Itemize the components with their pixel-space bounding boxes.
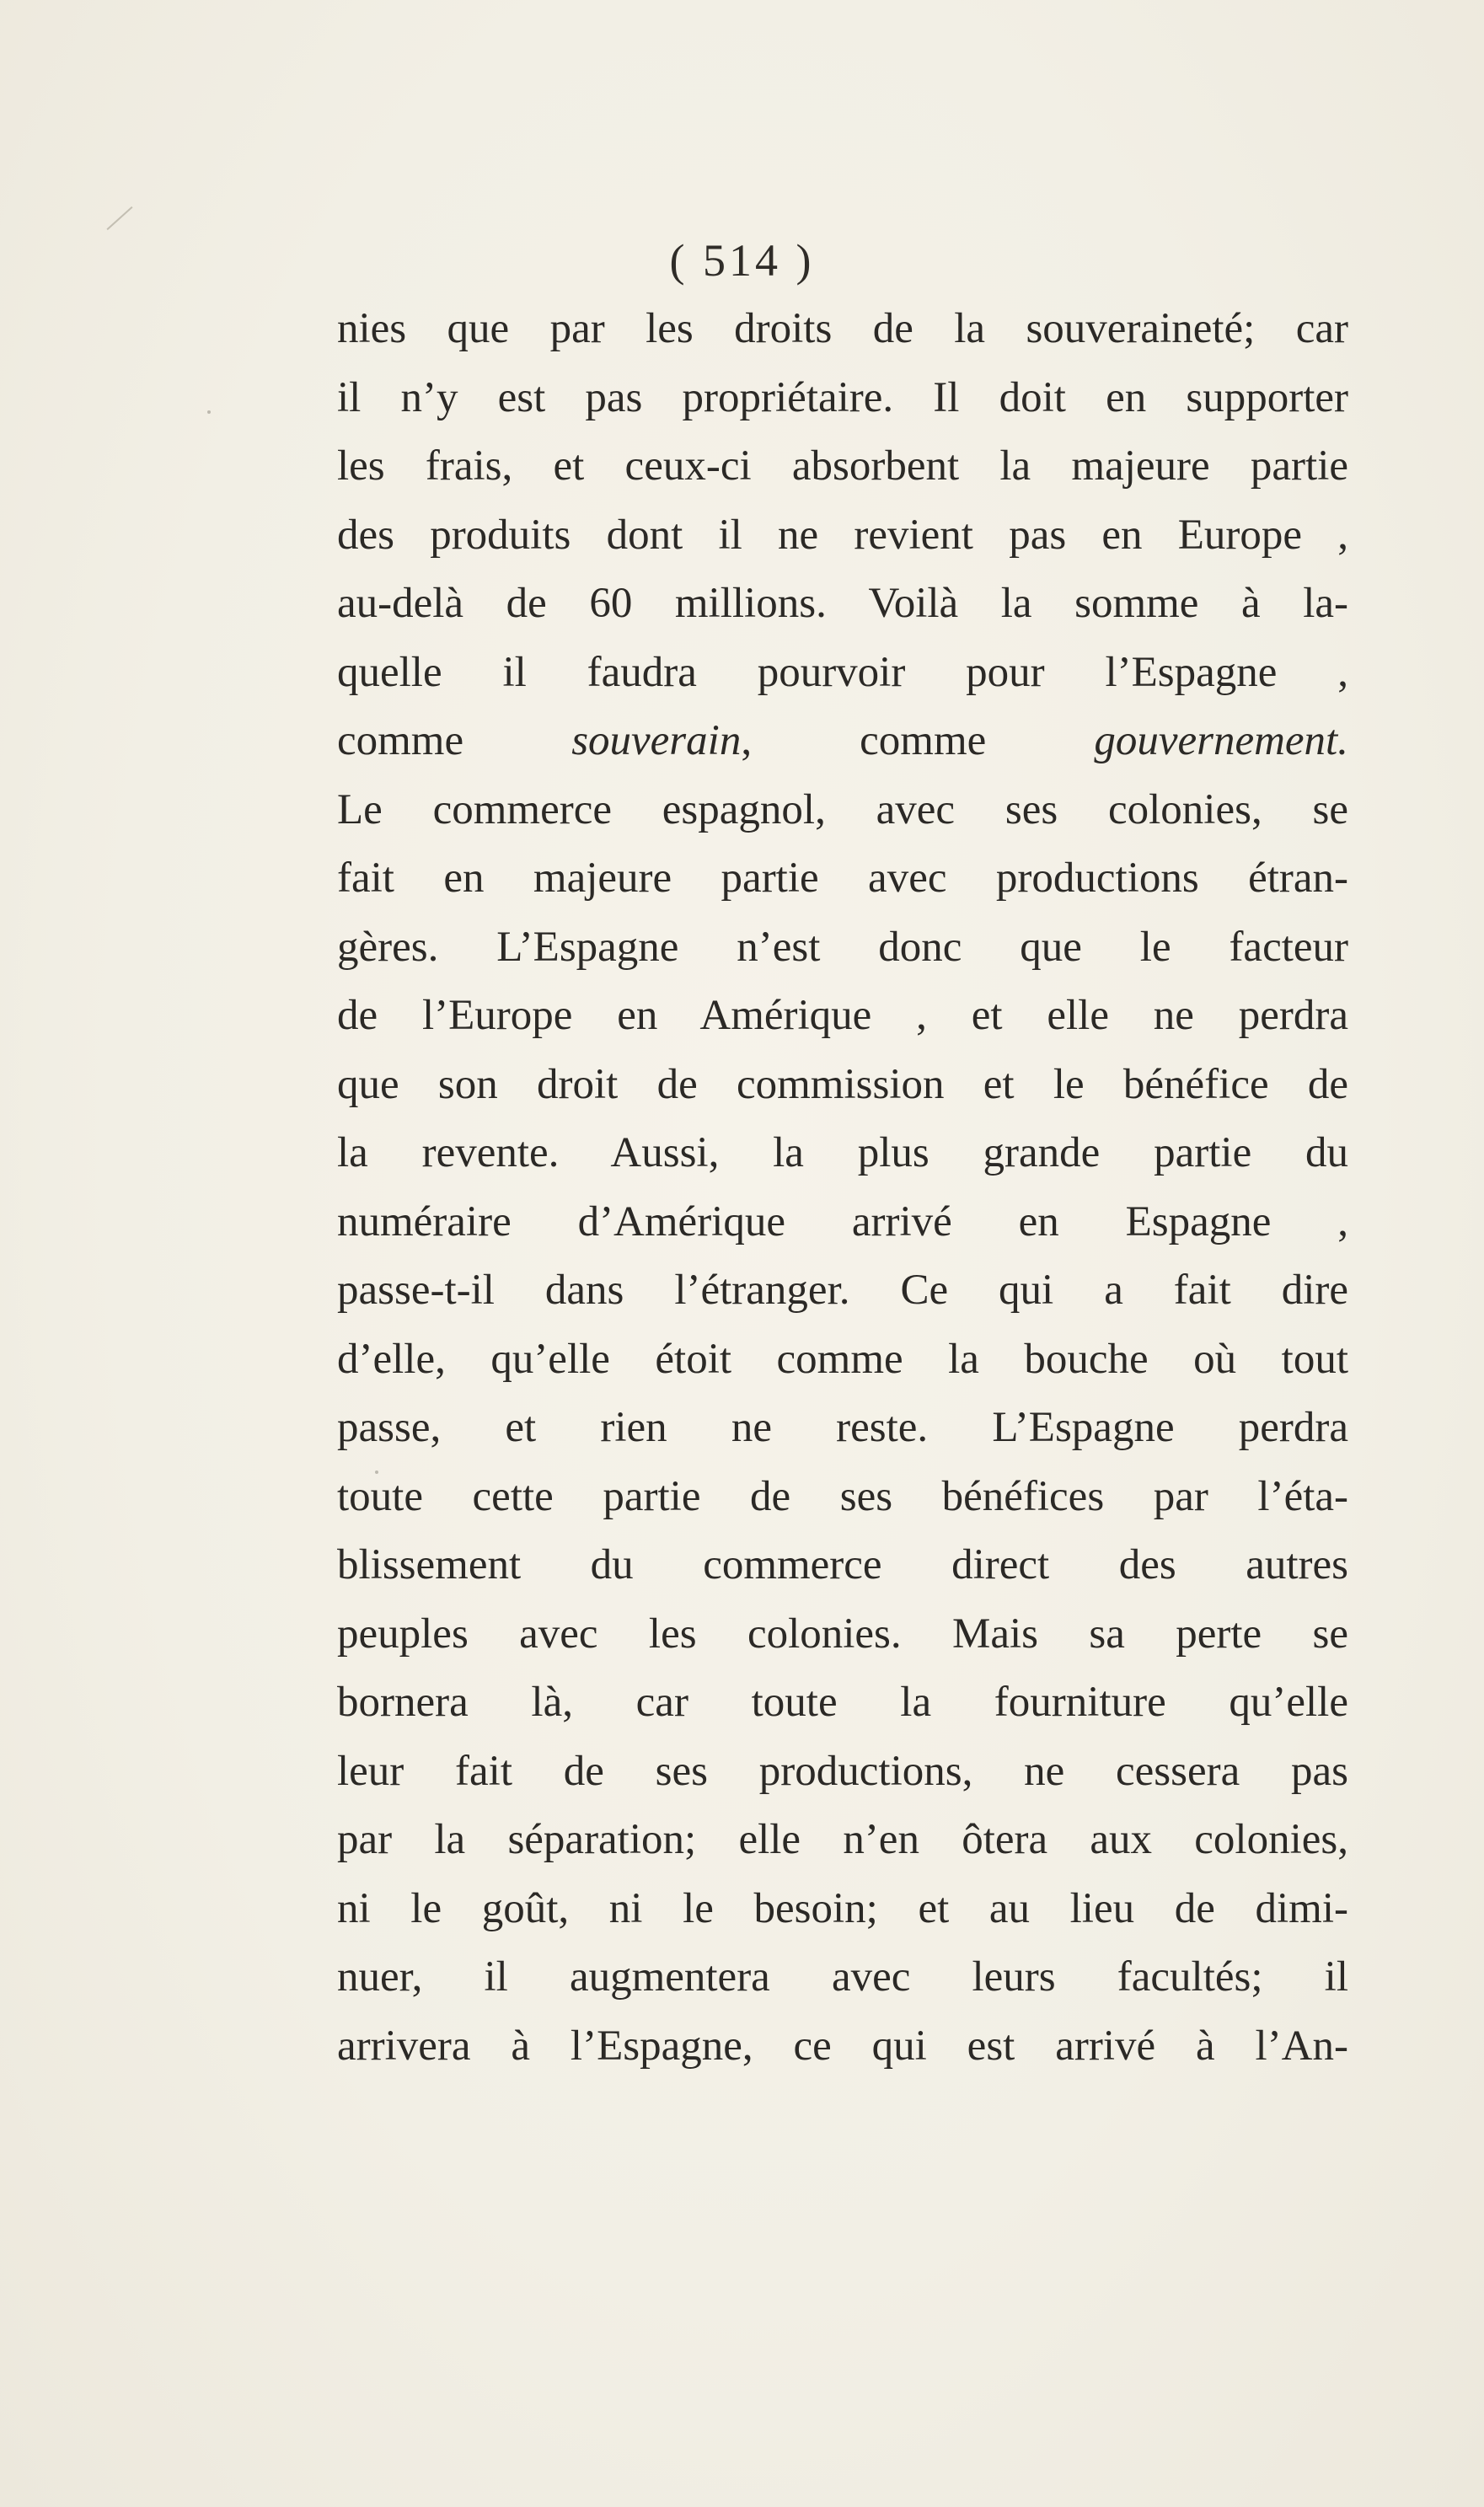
text-line: les frais, et ceux-ci absorbent la majeure partie [337, 442, 1348, 490]
text-line: quelle il faudra pourvoir pour l’Espagne , [337, 648, 1348, 696]
text-line: il n’y est pas propriétaire. Il doit en supporter [337, 373, 1348, 421]
text-line: par la séparation; elle n’en ôtera aux colonies, [337, 1816, 1348, 1863]
italic-text: souverain [571, 717, 742, 764]
text-line: passe-t-il dans l’étranger. Ce qui a fait dire [337, 1267, 1348, 1314]
text-line: ni le goût, ni le besoin; et au lieu de dimi- [337, 1884, 1348, 1932]
text-line: que son droit de commission et le bénéfice de [337, 1060, 1348, 1108]
text-line: de l’Europe en Amérique , et elle ne perdra [337, 992, 1348, 1039]
text-line: d’elle, qu’elle étoit comme la bouche où tout [337, 1335, 1348, 1383]
text-line: peuples avec les colonies. Mais sa perte se [337, 1610, 1348, 1658]
paper-speck [207, 410, 211, 414]
text-line: au-delà de 60 millions. Voilà la somme à la- [337, 580, 1348, 627]
text-line: arrivera à l’Espagne, ce qui est arrivé à l’An- [337, 2022, 1348, 2070]
paper-scratch-mark [106, 206, 132, 230]
text-line: nuer, il augmentera avec leurs facultés; il [337, 1953, 1348, 2001]
text-line: numéraire d’Amérique arrivé en Espagne , [337, 1197, 1348, 1245]
body-text [337, 295, 1348, 2081]
text-line: bornera là, car toute la fourniture qu’elle [337, 1679, 1348, 1726]
text-line: passe, et rien ne reste. L’Espagne perdra [337, 1404, 1348, 1451]
page-number: ( 514 ) [669, 235, 815, 286]
text-line: Le commerce espagnol, avec ses colonies, se [337, 785, 1348, 833]
text-line: la revente. Aussi, la plus grande partie du [337, 1129, 1348, 1176]
italic-text: gouvernement. [1094, 717, 1348, 764]
text-line: gères. L’Espagne n’est donc que le facteur [337, 923, 1348, 971]
text-line: nies que par les droits de la souveraineté; car [337, 305, 1348, 352]
text-line: des produits dont il ne revient pas en Europe , [337, 511, 1348, 559]
text-line: blissement du commerce direct des autres [337, 1541, 1348, 1588]
text-line: comme souverain, comme gouvernement. [337, 717, 1348, 764]
text-line: fait en majeure partie avec productions étran- [337, 854, 1348, 902]
text-line: leur fait de ses productions, ne cessera pas [337, 1747, 1348, 1795]
text-line: toute cette partie de ses bénéfices par l’éta- [337, 1472, 1348, 1520]
